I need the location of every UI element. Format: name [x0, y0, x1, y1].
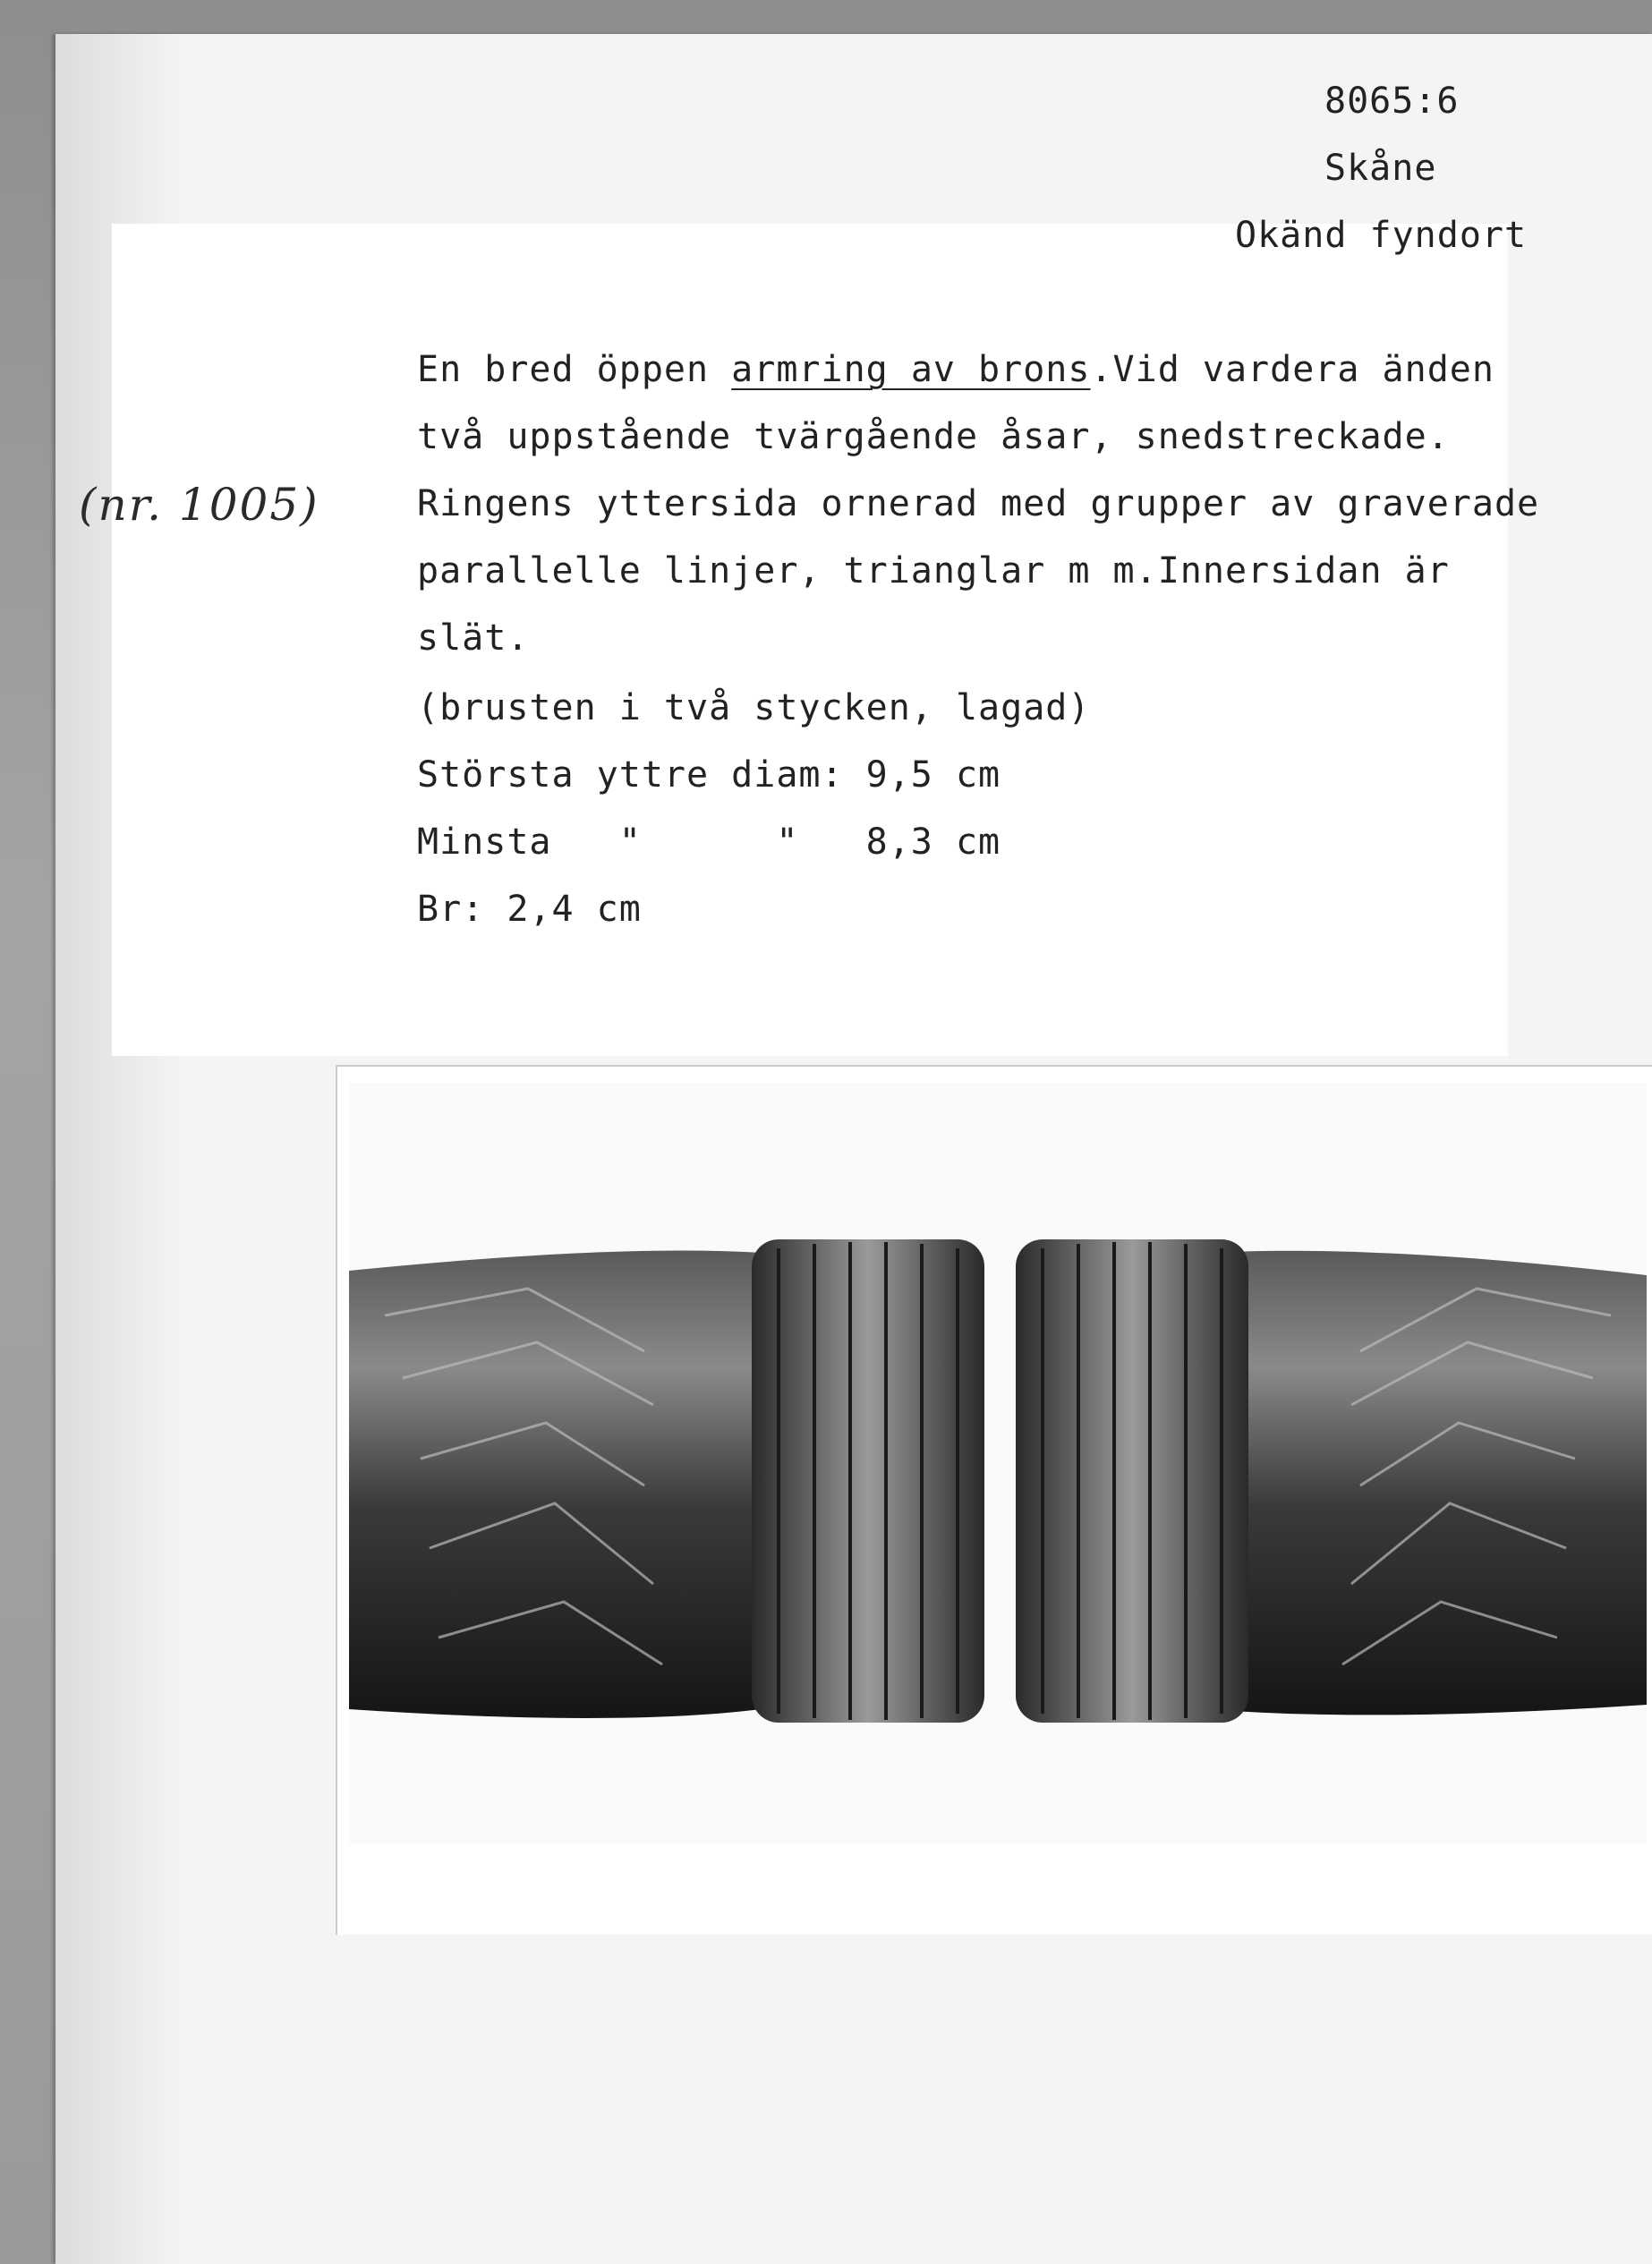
description-line-5: slät.	[417, 617, 530, 659]
ring-right-segment	[1208, 1251, 1647, 1715]
description-line-6: (brusten i två stycken, lagad)	[417, 687, 1091, 728]
description-line-3: Ringens yttersida ornerad med grupper av graverade	[417, 483, 1540, 524]
measurement-width: Br: 2,4 cm	[417, 889, 642, 930]
measurement-min-diameter: Minsta " " 8,3 cm	[417, 821, 1001, 863]
ring-left-segment	[349, 1251, 761, 1719]
description-line-1: En bred öppen armring av brons.Vid vardera änden	[417, 349, 1494, 390]
break-gap	[986, 1226, 1013, 1736]
measurement-max-diameter: Största yttre diam: 9,5 cm	[417, 754, 1001, 796]
object-name: armring av brons	[731, 349, 1091, 390]
site-label: Okänd fyndort	[1235, 215, 1528, 256]
handwritten-note: (nr. 1005)	[79, 479, 319, 531]
armring-photo	[349, 1083, 1647, 1843]
region-label: Skåne	[1324, 148, 1437, 189]
description-line-4: parallelle linjer, trianglar m m.Innersidan är	[417, 550, 1450, 592]
ridge-band-right	[1016, 1239, 1248, 1723]
catalog-number: 8065:6	[1324, 81, 1460, 122]
ridge-band-left	[752, 1239, 984, 1723]
description-line-2: två uppstående tvärgående åsar, snedstreckade.	[417, 416, 1450, 457]
